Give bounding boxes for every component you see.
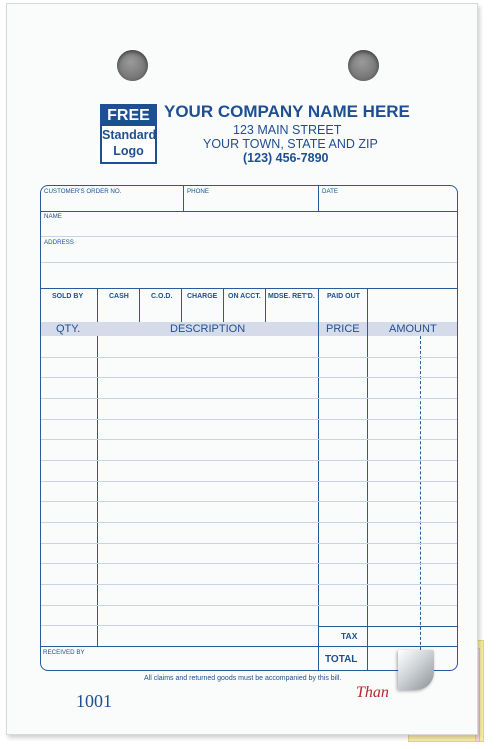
qty-header: QTY.: [56, 323, 81, 335]
divider: [183, 186, 184, 211]
tax-label: TAX: [341, 631, 358, 641]
table-row-line: [41, 439, 457, 440]
divider: [41, 288, 457, 289]
table-row-line: [41, 398, 457, 399]
address-label: ADDRESS: [44, 239, 74, 246]
table-row-line: [41, 625, 318, 626]
sold-by-label: SOLD BY: [52, 293, 84, 300]
received-by-label: RECEIVED BY: [43, 649, 85, 656]
phone-label: PHONE: [187, 188, 210, 195]
logo-logo-text: Logo: [113, 144, 144, 158]
ruled-line: [41, 262, 457, 263]
column-divider: [97, 336, 98, 646]
table-row-line: [41, 501, 457, 502]
name-label: NAME: [44, 213, 62, 220]
customer-order-no-label: CUSTOMER'S ORDER NO.: [44, 188, 122, 195]
company-name: YOUR COMPANY NAME HERE: [164, 102, 410, 121]
column-divider: [367, 322, 368, 671]
free-standard-logo: [100, 104, 157, 164]
table-row-line: [41, 605, 457, 606]
divider: [41, 646, 457, 647]
punch-hole-left: [117, 50, 148, 81]
amount-header: AMOUNT: [389, 323, 437, 335]
table-row-line: [41, 481, 457, 482]
table-row-line: [41, 377, 457, 378]
logo-standard-text: Standard: [102, 128, 157, 142]
divider: [318, 626, 457, 627]
divider: [367, 288, 368, 322]
price-header: PRICE: [326, 323, 360, 335]
ruled-line: [41, 236, 457, 237]
claims-footer-note: All claims and returned goods must be accompanied by this bill.: [144, 675, 342, 682]
logo-free-text: FREE: [102, 106, 155, 126]
divider: [181, 288, 182, 322]
total-label: TOTAL: [325, 654, 358, 665]
column-divider: [318, 322, 319, 671]
table-row-line: [41, 419, 457, 420]
cents-divider: [420, 336, 421, 670]
company-phone: (123) 456-7890: [243, 151, 329, 165]
divider: [223, 288, 224, 322]
form-frame: [40, 185, 458, 671]
table-row-line: [41, 460, 457, 461]
divider: [41, 211, 457, 212]
divider: [318, 288, 319, 322]
table-row-line: [41, 584, 457, 585]
company-street: 123 MAIN STREET: [233, 123, 342, 137]
cash-label: CASH: [109, 293, 129, 300]
paid-out-label: PAID OUT: [327, 293, 360, 300]
divider: [318, 186, 319, 211]
thank-you-script: Than: [356, 684, 389, 701]
company-city: YOUR TOWN, STATE AND ZIP: [203, 137, 378, 151]
charge-label: CHARGE: [187, 293, 218, 300]
form-number: 1001: [76, 691, 112, 711]
table-row-line: [41, 357, 457, 358]
table-row-line: [41, 563, 457, 564]
cod-label: C.O.D.: [151, 293, 173, 300]
punch-hole-right: [348, 50, 379, 81]
date-label: DATE: [322, 188, 339, 195]
divider: [97, 288, 98, 322]
mdse-retd-label: MDSE. RET'D.: [268, 293, 315, 300]
description-header: DESCRIPTION: [170, 323, 246, 335]
on-acct-label: ON ACCT.: [228, 293, 261, 300]
table-row-line: [41, 543, 457, 544]
divider: [265, 288, 266, 322]
page-curl: [398, 650, 434, 690]
divider: [139, 288, 140, 322]
table-row-line: [41, 522, 457, 523]
